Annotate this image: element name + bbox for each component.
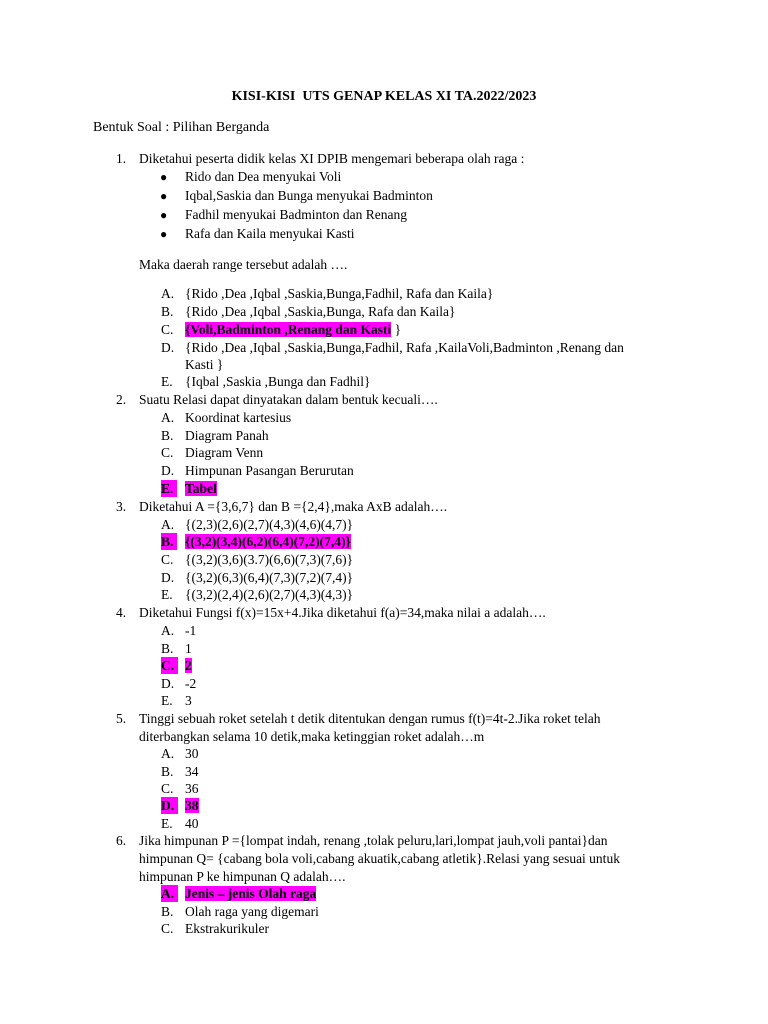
- answer-highlight: {(3,2)(3,4)(6,2)(6,4)(7,2)(7,4)}: [185, 534, 351, 549]
- bullet-icon: ●: [160, 227, 168, 241]
- option-d: D. 38: [161, 798, 199, 813]
- list-item: ● Rafa dan Kaila menyukai Kasti: [160, 226, 355, 241]
- question-4: [116, 604, 656, 622]
- question-prompt: Maka daerah range tersebut adalah ….: [139, 257, 348, 272]
- question-text: Diketahui A ={3,6,7} dan B ={2,4},maka AxB adalah….: [139, 499, 448, 514]
- option-e: E. Tabel: [161, 481, 217, 496]
- question-number: 6.: [116, 833, 127, 848]
- option-d: D. {Rido ,Dea ,Iqbal ,Saskia,Bunga,Fadhil, Rafa ,KailaVoli,Badminton ,Renang dan Kasti }: [161, 340, 624, 372]
- question-text-line3: himpunan P ke himpunan Q adalah….: [139, 869, 346, 884]
- option-a: A. {Rido ,Dea ,Iqbal ,Saskia,Bunga,Fadhil, Rafa dan Kaila}: [161, 286, 494, 301]
- page-title: KISI-KISI UTS GENAP KELAS XI TA.2022/2023: [231, 89, 537, 104]
- option-c: C. 2: [161, 658, 192, 673]
- list-item: ● Iqbal,Saskia dan Bunga menyukai Badminton: [160, 188, 433, 203]
- question-text: Diketahui peserta didik kelas XI DPIB mengemari beberapa olah raga :: [139, 151, 525, 166]
- list-item: ● Fadhil menyukai Badminton dan Renang: [160, 207, 407, 222]
- option-e: E. 3: [161, 693, 192, 708]
- question-type: Bentuk Soal : Pilihan Berganda: [93, 120, 270, 135]
- bullet-icon: ●: [160, 170, 168, 184]
- question-text-line2: himpunan Q= {cabang bola voli,cabang akuatik,cabang atletik}.Relasi yang sesuai untuk: [139, 851, 620, 866]
- option-c: C. 36: [161, 781, 199, 796]
- answer-highlight: Tabel: [185, 481, 217, 496]
- option-a: A. Jenis – jenis Olah raga: [161, 886, 317, 901]
- question-number: 5.: [116, 711, 127, 726]
- answer-highlight: 2: [185, 658, 192, 673]
- option-a: A. {(2,3)(2,6)(2,7)(4,3)(4,6)(4,7)}: [161, 517, 354, 532]
- option-d: D. Himpunan Pasangan Berurutan: [161, 463, 354, 478]
- option-c: C. Ekstrakurikuler: [161, 921, 269, 936]
- question-text: Tinggi sebuah roket setelah t detik ditentukan dengan rumus f(t)=4t-2.Jika roket telah: [139, 711, 601, 726]
- question-3: [116, 498, 656, 516]
- question-text: Jika himpunan P ={lompat indah, renang ,tolak peluru,lari,lompat jauh,voli pantai}dan: [139, 833, 608, 848]
- option-a: A. Koordinat kartesius: [161, 410, 292, 425]
- option-e: E. 40: [161, 816, 199, 831]
- option-b: B. 1: [161, 641, 192, 656]
- option-c: C. {Voli,Badminton ,Renang dan Kasti }: [161, 322, 402, 337]
- question-text: Diketahui Fungsi f(x)=15x+4.Jika diketahui f(a)=34,maka nilai a adalah….: [139, 605, 546, 620]
- question-number: 2.: [116, 392, 127, 407]
- answer-highlight: Jenis – jenis Olah raga: [185, 886, 317, 901]
- option-b: B. Olah raga yang digemari: [161, 904, 319, 919]
- option-b: B. 34: [161, 764, 199, 779]
- option-a: A. -1: [161, 623, 197, 638]
- question-number: 4.: [116, 605, 127, 620]
- option-d: D. -2: [161, 676, 197, 691]
- option-b: B. {(3,2)(3,4)(6,2)(6,4)(7,2)(7,4)}: [161, 534, 351, 549]
- answer-highlight: {Voli,Badminton ,Renang dan Kasti: [185, 322, 392, 337]
- question-text-line2: diterbangkan selama 10 detik,maka ketinggian roket adalah…m: [139, 729, 485, 744]
- question-2: [116, 391, 656, 409]
- list-item: ● Rido dan Dea menyukai Voli: [160, 169, 342, 184]
- option-e: E. {(3,2)(2,4)(2,6)(2,7)(4,3)(4,3)}: [161, 587, 354, 602]
- question-number: 3.: [116, 499, 127, 514]
- option-c: C. {(3,2)(3,6)(3.7)(6,6)(7,3)(7,6)}: [161, 552, 354, 567]
- option-c: C. Diagram Venn: [161, 445, 264, 460]
- answer-highlight: 38: [185, 798, 199, 813]
- option-b: B. Diagram Panah: [161, 428, 269, 443]
- option-a: A. 30: [161, 746, 199, 761]
- option-e: E. {Iqbal ,Saskia ,Bunga dan Fadhil}: [161, 374, 371, 389]
- question-6: [116, 832, 656, 886]
- question-number: 1.: [116, 151, 127, 166]
- option-b: B. {Rido ,Dea ,Iqbal ,Saskia,Bunga, Rafa dan Kaila}: [161, 304, 456, 319]
- option-d: D. {(3,2)(6,3)(6,4)(7,3)(7,2)(7,4)}: [161, 570, 354, 585]
- question-1: [116, 150, 656, 168]
- bullet-icon: ●: [160, 208, 168, 222]
- question-5: [116, 710, 656, 746]
- bullet-icon: ●: [160, 189, 168, 203]
- question-text: Suatu Relasi dapat dinyatakan dalam bentuk kecuali….: [139, 392, 438, 407]
